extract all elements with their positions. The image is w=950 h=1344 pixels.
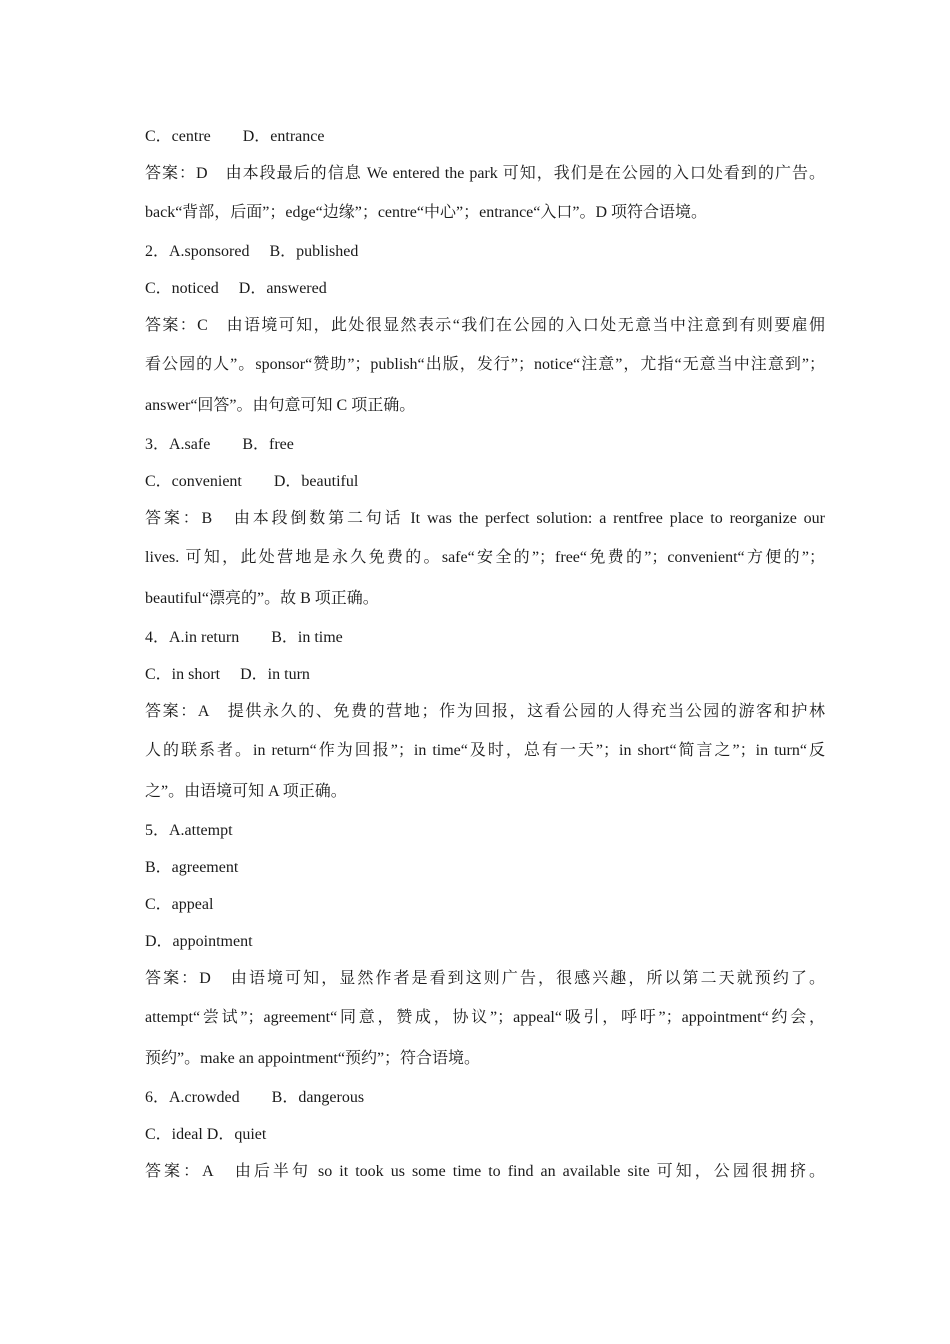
- option-line: C．appeal: [145, 896, 214, 913]
- answer-explanation: [145, 155, 825, 233]
- answer-line: 看公园的人”。sponsor“赞助”；publish“出版，发行”；notice“注意”，尤指“无意当中注意到”；: [145, 356, 825, 373]
- option-line: 3．A.safe B．free: [145, 436, 294, 453]
- option-line: C．ideal D．quiet: [145, 1126, 267, 1143]
- document-body: [145, 118, 825, 1190]
- answer-line: back“背部，后面”；edge“边缘”；centre“中心”；entrance“入口”。D 项符合语境。: [145, 204, 708, 221]
- option-line: 2．A.sponsored B．published: [145, 243, 359, 260]
- option-line: C．noticed D．answered: [145, 280, 327, 297]
- answer-explanation: [145, 500, 825, 619]
- answer-line: 答案：A 提供永久的、免费的营地；作为回报，这看公园的人得充当公园的游客和护林: [145, 703, 825, 720]
- answer-line: 答案：D 由语境可知，显然作者是看到这则广告，很感兴趣，所以第二天就预约了。: [145, 970, 825, 987]
- answer-explanation: [145, 307, 825, 426]
- answer-explanation: [145, 960, 825, 1079]
- option-line: C．centre D．entrance: [145, 128, 325, 145]
- option-line: 5．A.attempt: [145, 822, 233, 839]
- option-line: B．agreement: [145, 859, 239, 876]
- answer-line: 答案：A 由后半句 so it took us some time to find an available site 可知，公园很拥挤。: [145, 1163, 825, 1180]
- answer-line: answer“回答”。由句意可知 C 项正确。: [145, 397, 416, 414]
- answer-line: beautiful“漂亮的”。故 B 项正确。: [145, 590, 379, 607]
- option-line: D．appointment: [145, 933, 253, 950]
- option-line: 4．A.in return B．in time: [145, 629, 343, 646]
- option-line: C．convenient D．beautiful: [145, 473, 359, 490]
- answer-explanation: [145, 1153, 825, 1190]
- answer-line: lives. 可知，此处营地是永久免费的。safe“安全的”；free“免费的”；convenient“方便的”；: [145, 549, 825, 566]
- option-line: 6．A.crowded B．dangerous: [145, 1089, 365, 1106]
- answer-line: attempt“尝试”；agreement“同意，赞成，协议”；appeal“吸引，呼吁”；appointment“约会，: [145, 1009, 825, 1026]
- answer-line: 之”。由语境可知 A 项正确。: [145, 783, 347, 800]
- answer-line: 预约”。make an appointment“预约”；符合语境。: [145, 1050, 481, 1067]
- answer-line: 答案：B 由本段倒数第二句话 It was the perfect solution: a rentfree place to reorganize our: [145, 510, 825, 527]
- answer-line: 人的联系者。in return“作为回报”；in time“及时，总有一天”；in short“简言之”；in turn“反: [145, 742, 825, 759]
- option-line: C．in short D．in turn: [145, 666, 310, 683]
- answer-line: 答案：C 由语境可知，此处很显然表示“我们在公园的入口处无意当中注意到有则要雇佣: [145, 317, 825, 334]
- answer-explanation: [145, 693, 825, 812]
- answer-line: 答案：D 由本段最后的信息 We entered the park 可知，我们是在公园的入口处看到的广告。: [145, 165, 825, 182]
